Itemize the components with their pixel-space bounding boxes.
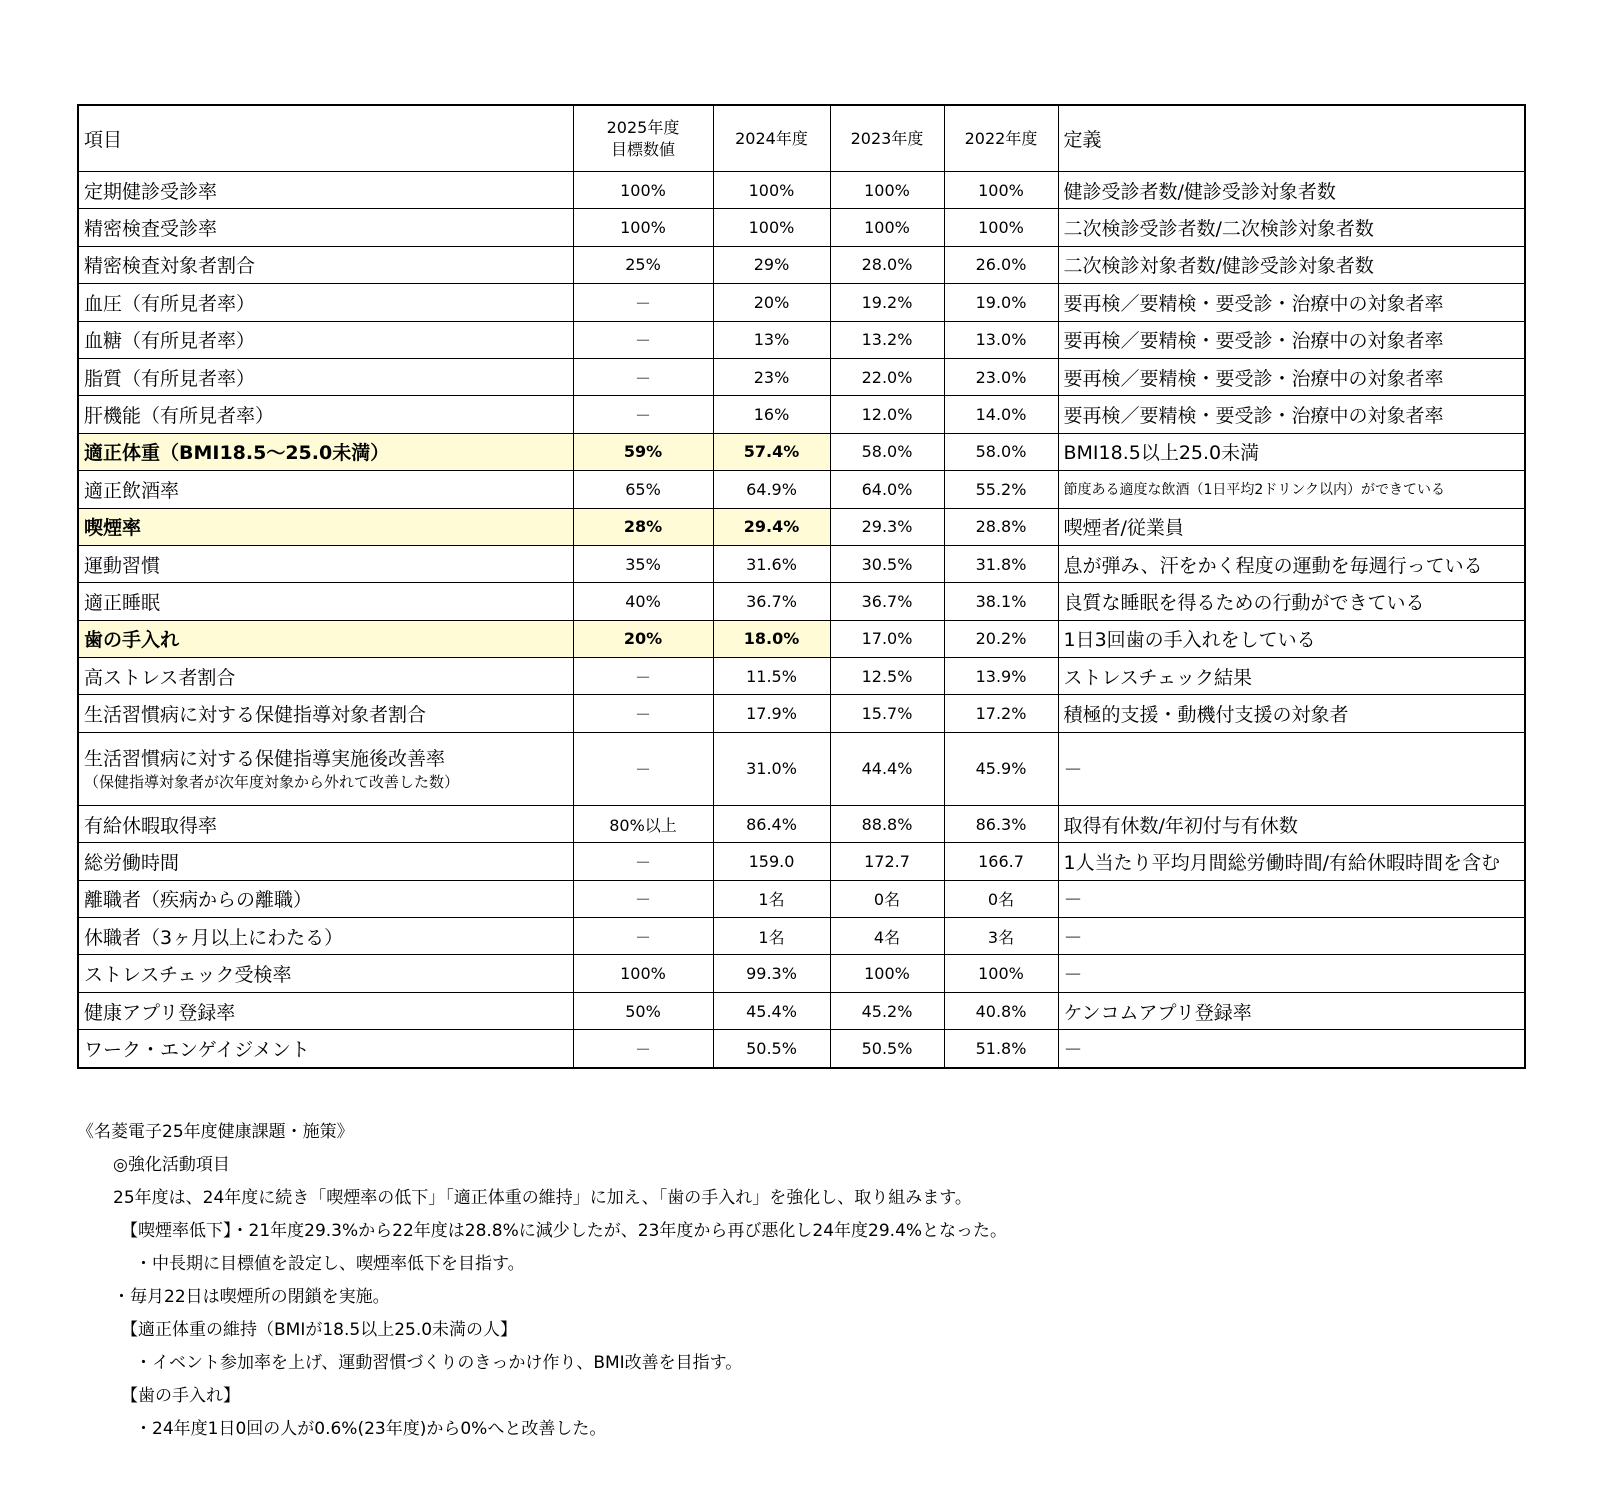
cell-definition: BMI18.5以上25.0未満 <box>1058 433 1525 470</box>
header-target <box>573 105 713 172</box>
cell-definition: 二次検診受診者数/二次検診対象者数 <box>1058 209 1525 246</box>
cell-item-main: 生活習慣病に対する保健指導実施後改善率 <box>84 747 446 770</box>
cell-definition: 要再検／要精検・要受診・治療中の対象者率 <box>1058 321 1525 358</box>
cell-item: 生活習慣病に対する保健指導対象者割合 <box>78 695 573 732</box>
cell-2022: 14.0% <box>944 396 1058 433</box>
notes-smoking-line1: 【喫煙率低下】・21年度29.3%から22年度は28.8%に減少したが、23年度から再び悪化し24年度29.4%となった。 <box>121 1221 1008 1241</box>
cell-item <box>78 732 573 805</box>
cell-item: 脂質（有所見者率） <box>78 358 573 395</box>
cell-2022: 13.0% <box>944 321 1058 358</box>
cell-2022: 86.3% <box>944 805 1058 842</box>
health-issues-notes <box>77 1116 1527 1446</box>
cell-definition: － <box>1058 955 1525 992</box>
cell-2023: 100% <box>830 209 944 246</box>
cell-2023: 12.0% <box>830 396 944 433</box>
cell-target-2025: 40% <box>573 583 713 620</box>
cell-target-2025: － <box>573 658 713 695</box>
cell-2024: 100% <box>713 172 830 209</box>
cell-2023: 100% <box>830 172 944 209</box>
cell-2024: 29% <box>713 246 830 283</box>
cell-2024: 16% <box>713 396 830 433</box>
header-2023: 2023年度 <box>830 105 944 172</box>
table-row <box>78 172 1525 209</box>
header-target-line1: 2025年度 <box>606 117 680 137</box>
health-indicator-table <box>77 104 1526 1069</box>
header-2024: 2024年度 <box>713 105 830 172</box>
cell-2023: 36.7% <box>830 583 944 620</box>
cell-2022: 3名 <box>944 918 1058 955</box>
table-row <box>78 396 1525 433</box>
cell-2022: 58.0% <box>944 433 1058 470</box>
cell-item: 適正体重（BMI18.5～25.0未満） <box>78 433 573 470</box>
cell-item: 休職者（3ヶ月以上にわたる） <box>78 918 573 955</box>
cell-target-2025: 25% <box>573 246 713 283</box>
cell-definition: ケンコムアプリ登録率 <box>1058 992 1525 1029</box>
cell-2023: 17.0% <box>830 620 944 657</box>
cell-2023: 22.0% <box>830 358 944 395</box>
cell-2023: 64.0% <box>830 471 944 508</box>
cell-2023: 50.5% <box>830 1030 944 1068</box>
cell-item: 適正飲酒率 <box>78 471 573 508</box>
cell-2024: 64.9% <box>713 471 830 508</box>
cell-2023: 0名 <box>830 880 944 917</box>
cell-2022: 55.2% <box>944 471 1058 508</box>
cell-item: ストレスチェック受検率 <box>78 955 573 992</box>
header-2022: 2022年度 <box>944 105 1058 172</box>
cell-definition: 1人当たり平均月間総労働時間/有給休暇時間を含む <box>1058 843 1525 880</box>
cell-item: 精密検査対象者割合 <box>78 246 573 283</box>
cell-definition: 良質な睡眠を得るための行動ができている <box>1058 583 1525 620</box>
cell-item: 総労働時間 <box>78 843 573 880</box>
cell-2023: 4名 <box>830 918 944 955</box>
notes-section-heading: ◎強化活動項目 <box>113 1155 230 1175</box>
cell-item: 高ストレス者割合 <box>78 658 573 695</box>
cell-2022: 100% <box>944 955 1058 992</box>
cell-item: 血圧（有所見者率） <box>78 284 573 321</box>
cell-2022: 40.8% <box>944 992 1058 1029</box>
cell-item: 血糖（有所見者率） <box>78 321 573 358</box>
table-row <box>78 433 1525 470</box>
cell-2022: 45.9% <box>944 732 1058 805</box>
cell-2022: 28.8% <box>944 508 1058 545</box>
table-row <box>78 209 1525 246</box>
table-row <box>78 992 1525 1029</box>
notes-intro: 25年度は、24年度に続き「喫煙率の低下」「適正体重の維持」に加え、「歯の手入れ」を強化し、取り組みます。 <box>113 1188 972 1208</box>
table-row <box>78 321 1525 358</box>
cell-definition: 息が弾み、汗をかく程度の運動を毎週行っている <box>1058 545 1525 582</box>
cell-2024: 36.7% <box>713 583 830 620</box>
cell-definition: 健診受診者数/健診受診対象者数 <box>1058 172 1525 209</box>
cell-definition: 二次検診対象者数/健診受診対象者数 <box>1058 246 1525 283</box>
cell-2023: 100% <box>830 955 944 992</box>
table-row <box>78 805 1525 842</box>
cell-target-2025: 80%以上 <box>573 805 713 842</box>
cell-definition: 要再検／要精検・要受診・治療中の対象者率 <box>1058 396 1525 433</box>
table-row <box>78 246 1525 283</box>
cell-definition: ストレスチェック結果 <box>1058 658 1525 695</box>
cell-2022: 166.7 <box>944 843 1058 880</box>
cell-2022: 20.2% <box>944 620 1058 657</box>
table-row <box>78 620 1525 657</box>
cell-item: 歯の手入れ <box>78 620 573 657</box>
cell-target-2025: 50% <box>573 992 713 1029</box>
cell-definition: 要再検／要精検・要受診・治療中の対象者率 <box>1058 358 1525 395</box>
cell-target-2025: 65% <box>573 471 713 508</box>
cell-target-2025: － <box>573 918 713 955</box>
notes-title: 《名菱電子25年度健康課題・施策》 <box>77 1122 354 1142</box>
cell-definition: 節度ある適度な飲酒（1日平均2ドリンク以内）ができている <box>1058 471 1525 508</box>
cell-target-2025: 100% <box>573 209 713 246</box>
cell-2023: 29.3% <box>830 508 944 545</box>
cell-target-2025: 28% <box>573 508 713 545</box>
table-row <box>78 471 1525 508</box>
table-row <box>78 843 1525 880</box>
header-definition: 定義 <box>1058 105 1525 172</box>
cell-target-2025: 20% <box>573 620 713 657</box>
cell-target-2025: 59% <box>573 433 713 470</box>
table-row <box>78 1030 1525 1068</box>
cell-definition: 積極的支援・動機付支援の対象者 <box>1058 695 1525 732</box>
cell-definition: － <box>1058 918 1525 955</box>
cell-target-2025: － <box>573 880 713 917</box>
table-row <box>78 732 1525 805</box>
cell-target-2025: 100% <box>573 172 713 209</box>
cell-target-2025: 35% <box>573 545 713 582</box>
cell-2024: 57.4% <box>713 433 830 470</box>
cell-2022: 23.0% <box>944 358 1058 395</box>
cell-2024: 86.4% <box>713 805 830 842</box>
cell-item: 適正睡眠 <box>78 583 573 620</box>
cell-2022: 31.8% <box>944 545 1058 582</box>
cell-2024: 159.0 <box>713 843 830 880</box>
cell-target-2025: － <box>573 732 713 805</box>
cell-2024: 23% <box>713 358 830 395</box>
notes-smoking-line2: ・中長期に目標値を設定し、喫煙率低下を目指す。 <box>135 1254 525 1274</box>
cell-item: ワーク・エンゲイジメント <box>78 1030 573 1068</box>
table-row <box>78 284 1525 321</box>
cell-2022: 17.2% <box>944 695 1058 732</box>
cell-item: 健康アプリ登録率 <box>78 992 573 1029</box>
cell-2024: 31.0% <box>713 732 830 805</box>
cell-definition: 要再検／要精検・要受診・治療中の対象者率 <box>1058 284 1525 321</box>
cell-definition: 喫煙者/従業員 <box>1058 508 1525 545</box>
cell-2023: 58.0% <box>830 433 944 470</box>
notes-teeth-line1: ・24年度1日0回の人が0.6%(23年度)から0%へと改善した。 <box>135 1419 607 1439</box>
cell-2024: 29.4% <box>713 508 830 545</box>
cell-2023: 172.7 <box>830 843 944 880</box>
cell-item: 精密検査受診率 <box>78 209 573 246</box>
cell-target-2025: － <box>573 695 713 732</box>
table-row <box>78 358 1525 395</box>
table-body <box>78 172 1525 1068</box>
cell-2022: 100% <box>944 209 1058 246</box>
cell-2024: 50.5% <box>713 1030 830 1068</box>
cell-item: 喫煙率 <box>78 508 573 545</box>
cell-2022: 26.0% <box>944 246 1058 283</box>
table-row <box>78 658 1525 695</box>
cell-2022: 19.0% <box>944 284 1058 321</box>
cell-target-2025: － <box>573 396 713 433</box>
cell-target-2025: － <box>573 1030 713 1068</box>
notes-smoking-line3: ・毎月22日は喫煙所の閉鎖を実施。 <box>113 1287 390 1307</box>
cell-2024: 18.0% <box>713 620 830 657</box>
cell-2024: 1名 <box>713 880 830 917</box>
cell-item: 運動習慣 <box>78 545 573 582</box>
cell-target-2025: － <box>573 358 713 395</box>
cell-2022: 0名 <box>944 880 1058 917</box>
cell-definition: － <box>1058 880 1525 917</box>
cell-2023: 28.0% <box>830 246 944 283</box>
cell-2024: 13% <box>713 321 830 358</box>
header-item: 項目 <box>78 105 573 172</box>
cell-2023: 13.2% <box>830 321 944 358</box>
notes-weight-line1: ・イベント参加率を上げ、運動習慣づくりのきっかけ作り、BMI改善を目指す。 <box>135 1353 743 1373</box>
table-row <box>78 955 1525 992</box>
cell-2022: 13.9% <box>944 658 1058 695</box>
cell-2023: 88.8% <box>830 805 944 842</box>
cell-2022: 38.1% <box>944 583 1058 620</box>
cell-2024: 20% <box>713 284 830 321</box>
cell-2023: 30.5% <box>830 545 944 582</box>
table-row <box>78 583 1525 620</box>
cell-target-2025: 100% <box>573 955 713 992</box>
cell-item-sub: （保健指導対象者が次年度対象から外れて改善した数） <box>84 772 460 791</box>
notes-weight-title: 【適正体重の維持（BMIが18.5以上25.0未満の人】 <box>121 1320 518 1340</box>
table-row <box>78 880 1525 917</box>
cell-definition: － <box>1058 732 1525 805</box>
cell-2022: 51.8% <box>944 1030 1058 1068</box>
cell-2024: 17.9% <box>713 695 830 732</box>
table-row <box>78 508 1525 545</box>
table-row <box>78 545 1525 582</box>
cell-2023: 45.2% <box>830 992 944 1029</box>
cell-2023: 12.5% <box>830 658 944 695</box>
table-row <box>78 695 1525 732</box>
cell-2024: 45.4% <box>713 992 830 1029</box>
cell-2024: 31.6% <box>713 545 830 582</box>
cell-2024: 11.5% <box>713 658 830 695</box>
cell-2023: 15.7% <box>830 695 944 732</box>
cell-2024: 1名 <box>713 918 830 955</box>
cell-2023: 44.4% <box>830 732 944 805</box>
cell-2022: 100% <box>944 172 1058 209</box>
cell-target-2025: － <box>573 843 713 880</box>
cell-2023: 19.2% <box>830 284 944 321</box>
header-target-line2: 目標数値 <box>610 139 675 159</box>
cell-definition: 取得有休数/年初付与有休数 <box>1058 805 1525 842</box>
cell-item: 肝機能（有所見者率） <box>78 396 573 433</box>
cell-target-2025: － <box>573 284 713 321</box>
cell-target-2025: － <box>573 321 713 358</box>
cell-2024: 99.3% <box>713 955 830 992</box>
cell-2024: 100% <box>713 209 830 246</box>
table-header-row <box>78 105 1525 172</box>
notes-teeth-title: 【歯の手入れ】 <box>121 1386 240 1406</box>
cell-item: 有給休暇取得率 <box>78 805 573 842</box>
cell-definition: － <box>1058 1030 1525 1068</box>
cell-item: 定期健診受診率 <box>78 172 573 209</box>
cell-definition: 1日3回歯の手入れをしている <box>1058 620 1525 657</box>
cell-item: 離職者（疾病からの離職） <box>78 880 573 917</box>
table-row <box>78 918 1525 955</box>
